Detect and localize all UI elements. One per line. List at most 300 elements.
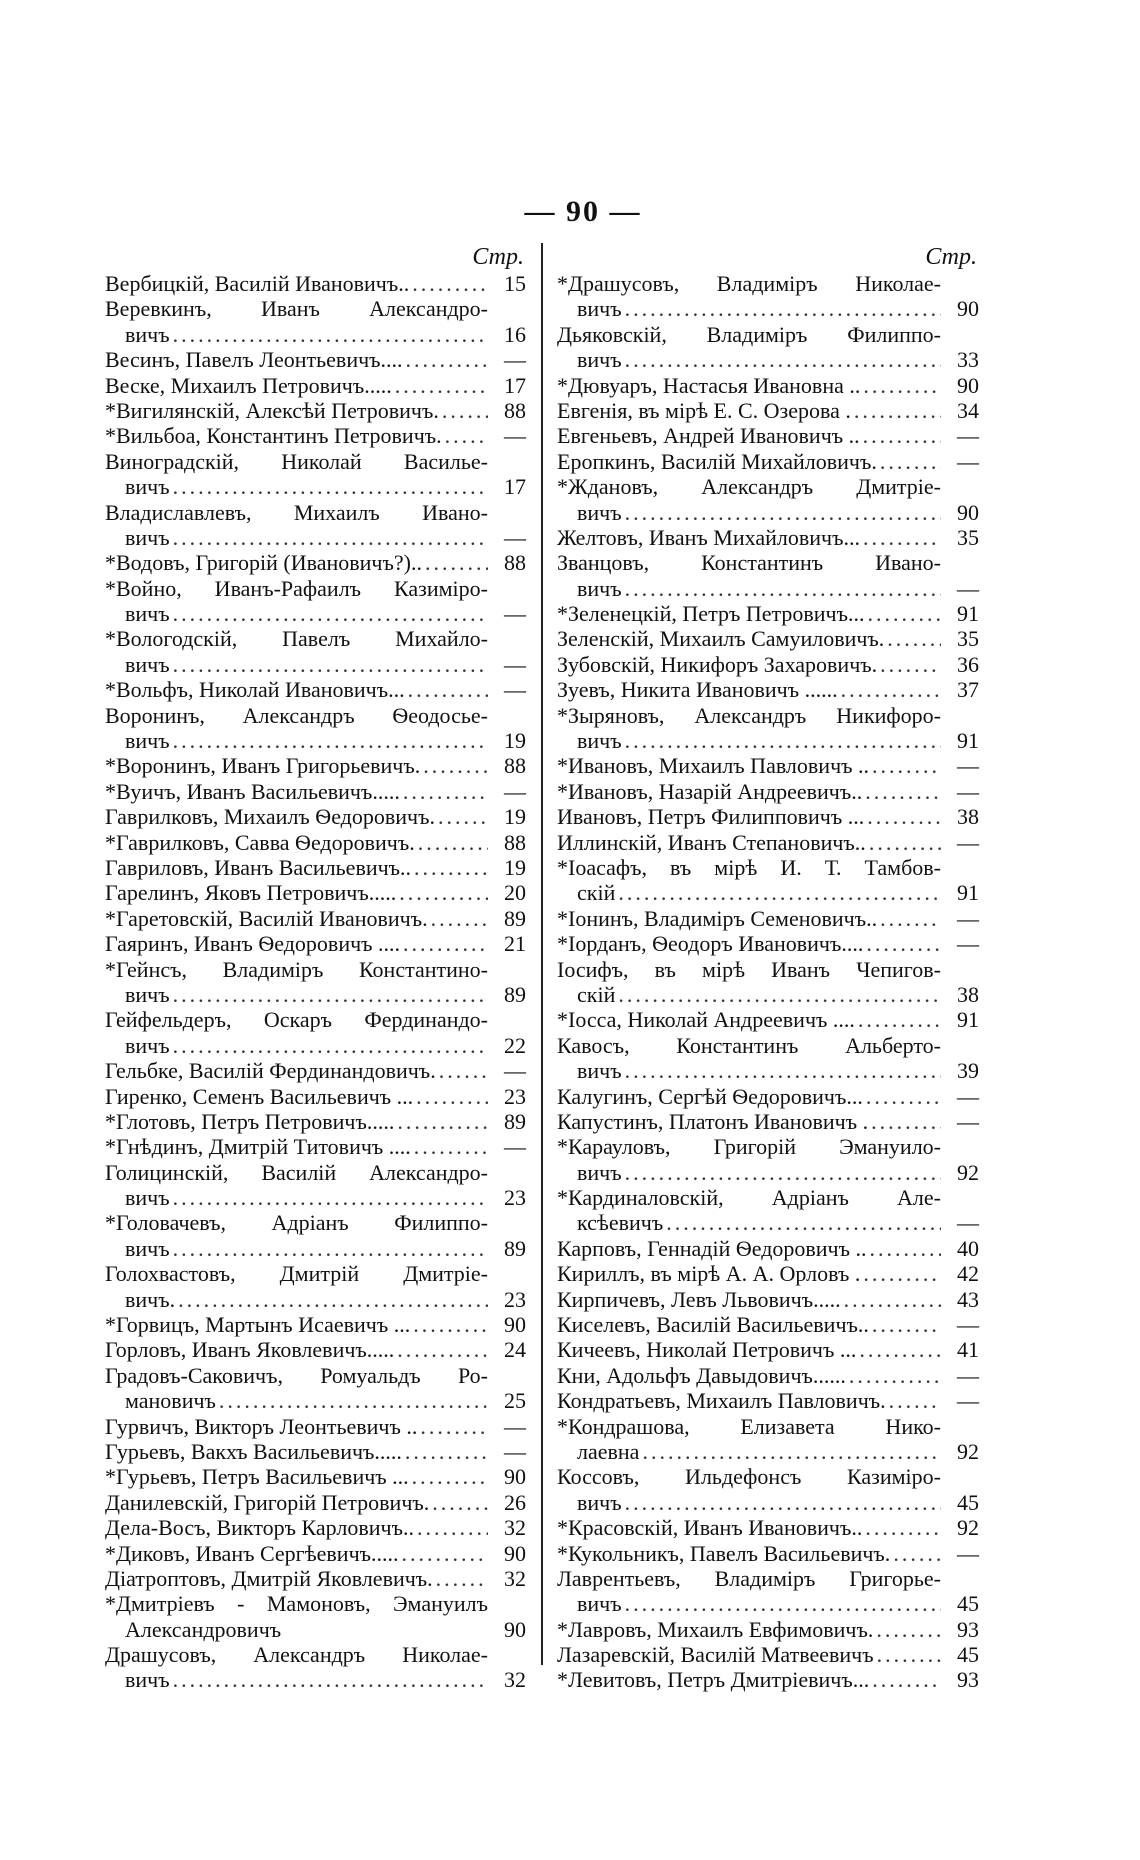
- entry-text: вичъ: [125, 321, 170, 347]
- index-entry-line: [557, 1566, 979, 1591]
- entry-page-number: 45: [957, 1642, 979, 1668]
- dot-leader: [862, 1515, 941, 1540]
- entry-text: скій: [577, 981, 616, 1007]
- index-entry-line: [105, 271, 526, 296]
- entry-page-number: —: [957, 778, 979, 804]
- index-entry-line: [557, 1261, 979, 1286]
- entry-text: Киселевъ, Василій Васильевичъ..: [557, 1312, 869, 1338]
- dot-leader: [860, 1261, 941, 1286]
- index-entry-line: [557, 1490, 979, 1515]
- index-entry-line: [105, 474, 526, 499]
- index-entry-line: [557, 753, 979, 778]
- dot-leader: [170, 1033, 488, 1058]
- entry-text: Лазаревскій, Василій Матвеевичъ: [557, 1642, 874, 1668]
- entry-page-number: 92: [957, 1438, 979, 1464]
- entry-text: *Ждановъ, Александръ Дмитріе-: [557, 474, 941, 500]
- dot-leader: [615, 880, 941, 905]
- entry-page-number: 93: [957, 1616, 979, 1642]
- dot-leader: [399, 1541, 488, 1566]
- entry-page-number: 26: [504, 1489, 526, 1515]
- entry-text: *Гурьевъ, Петръ Васильевичъ ...: [105, 1464, 409, 1490]
- index-entry-line: [557, 398, 979, 423]
- entry-page-number: 17: [504, 372, 526, 398]
- entry-text: *Іоасафъ, въ мірѣ И. Т. Тамбов-: [557, 854, 941, 880]
- entry-text: вичъ: [125, 981, 170, 1007]
- dot-leader: [851, 398, 941, 423]
- entry-text: Владиславлевъ, Михаилъ Ивано-: [105, 499, 488, 525]
- index-entry-line: [105, 880, 526, 905]
- dot-leader: [838, 677, 941, 702]
- dot-leader: [874, 1642, 941, 1667]
- index-entry-line: [105, 931, 526, 956]
- entry-page-number: —: [504, 778, 526, 804]
- index-entry-line: [105, 957, 526, 982]
- index-entry-line: [557, 373, 979, 398]
- dot-leader: [411, 1134, 488, 1159]
- entry-text: вичъ: [125, 474, 170, 500]
- entry-page-number: 23: [504, 1286, 526, 1312]
- dot-leader: [170, 525, 488, 550]
- entry-page-number: 89: [504, 981, 526, 1007]
- entry-text: *Левитовъ, Петръ Дмитріевичъ...: [557, 1667, 870, 1693]
- index-entry-line: [557, 855, 979, 880]
- entry-text: Діатроптовъ, Дмитрій Яковлевичъ.: [105, 1565, 433, 1591]
- index-entry-line: [557, 1617, 979, 1642]
- dot-leader: [429, 1490, 488, 1515]
- entry-page-number: —: [504, 1438, 526, 1464]
- dot-leader: [170, 982, 488, 1007]
- entry-page-number: —: [504, 651, 526, 677]
- entry-page-number: —: [957, 1210, 979, 1236]
- entry-text: вичъ: [577, 499, 622, 525]
- index-entry-line: [557, 1541, 979, 1566]
- dot-leader: [170, 1667, 488, 1692]
- index-entry-line: [557, 322, 979, 347]
- dot-leader: [841, 1287, 941, 1312]
- entry-page-number: 19: [504, 804, 526, 830]
- dot-leader: [400, 779, 488, 804]
- entry-text: *Іорданъ, Ѳеодоръ Ивановичъ....: [557, 931, 864, 957]
- index-entry-line: [557, 1515, 979, 1540]
- entry-page-number: 23: [504, 1083, 526, 1109]
- dot-leader: [414, 1515, 488, 1540]
- entry-page-number: —: [957, 1083, 979, 1109]
- index-entry-line: [105, 703, 526, 728]
- index-entry-line: [557, 652, 979, 677]
- entry-text: *Гнѣдинъ, Дмитрій Титовичъ ....: [105, 1134, 411, 1160]
- index-entry-line: [105, 982, 526, 1007]
- column-divider: [541, 243, 543, 1665]
- entry-text: Еропкинъ, Василій Михайловичъ.: [557, 448, 877, 474]
- entry-text: *Вуичъ, Иванъ Васильевичъ.....: [105, 778, 400, 804]
- entry-page-number: 23: [504, 1185, 526, 1211]
- dot-leader: [622, 1058, 941, 1083]
- dot-leader: [855, 1007, 941, 1032]
- entry-text: Гаяринъ, Иванъ Ѳедоровичъ ....: [105, 931, 401, 957]
- entry-page-number: 91: [957, 728, 979, 754]
- index-entry-line: [557, 703, 979, 728]
- index-entry-line: [557, 525, 979, 550]
- entry-text: Гурьевъ, Вакхъ Васильевичъ.....: [105, 1438, 402, 1464]
- entry-text: лаевна: [577, 1438, 640, 1464]
- index-entry-line: [105, 855, 526, 880]
- dot-leader: [170, 652, 488, 677]
- dot-leader: [415, 830, 488, 855]
- dot-leader: [860, 373, 941, 398]
- dot-leader: [622, 728, 941, 753]
- entry-text: Дьяковскій, Владиміръ Филиппо-: [557, 321, 941, 347]
- entry-text: Гавриловъ, Иванъ Васильевичъ..: [105, 854, 412, 880]
- dot-leader: [869, 753, 941, 778]
- entry-text: Коссовъ, Ильдефонсъ Казиміро-: [557, 1464, 941, 1490]
- entry-page-number: 93: [957, 1667, 979, 1693]
- entry-text: Гейфельдеръ, Оскаръ Фердинандо-: [105, 1007, 488, 1033]
- entry-text: Иллинскій, Иванъ Степановичъ..: [557, 829, 866, 855]
- entry-text: *Вигилянскій, Алексѣй Петровичъ.: [105, 397, 439, 423]
- entry-text: скій: [577, 880, 616, 906]
- dot-leader: [411, 855, 488, 880]
- entry-page-number: —: [504, 524, 526, 550]
- entry-page-number: 90: [957, 296, 979, 322]
- dot-leader: [877, 906, 941, 931]
- entry-text: *Вологодскій, Павелъ Михайло-: [105, 626, 488, 652]
- page-number: — 90 —: [524, 195, 642, 228]
- entry-page-number: —: [957, 829, 979, 855]
- dot-leader: [394, 1109, 488, 1134]
- entry-text: Кичеевъ, Николай Петровичъ ...: [557, 1337, 857, 1363]
- dot-leader: [860, 423, 941, 448]
- entry-text: *Зыряновъ, Александръ Никифоро-: [557, 702, 941, 728]
- entry-text: Виноградскій, Николай Василье-: [105, 448, 488, 474]
- entry-text: Зубовскій, Никифоръ Захаровичъ.: [557, 651, 878, 677]
- index-entry-line: [105, 1185, 526, 1210]
- dot-leader: [392, 373, 488, 398]
- entry-text: вичъ: [125, 1032, 170, 1058]
- dot-leader: [410, 1312, 488, 1337]
- index-entry-line: [557, 1439, 979, 1464]
- index-entry-line: [105, 576, 526, 601]
- entry-text: мановичъ: [125, 1388, 216, 1414]
- index-entry-line: [557, 1134, 979, 1159]
- entry-page-number: —: [957, 931, 979, 957]
- index-entry-line: [557, 1312, 979, 1337]
- index-entry-line: [557, 1160, 979, 1185]
- entry-page-number: 15: [504, 271, 526, 296]
- entry-text: Желтовъ, Иванъ Михайловичъ...: [557, 524, 860, 550]
- entry-text: Весинъ, Павелъ Леонтьевичъ....: [105, 347, 403, 373]
- index-entry-line: [557, 931, 979, 956]
- dot-leader: [877, 652, 941, 677]
- index-entry-line: [557, 677, 979, 702]
- dot-leader: [400, 931, 488, 956]
- index-entry-line: [557, 1337, 979, 1362]
- entry-page-number: 88: [504, 397, 526, 423]
- entry-text: *Кардиналовскій, Адріанъ Але-: [557, 1185, 941, 1211]
- entry-text: Званцовъ, Константинъ Ивано-: [557, 550, 941, 576]
- entry-page-number: —: [504, 423, 526, 449]
- dot-leader: [439, 398, 488, 423]
- entry-text: *Головачевъ, Адріанъ Филиппо-: [105, 1210, 488, 1236]
- index-entry-line: [105, 500, 526, 525]
- entry-text: вичъ: [577, 728, 622, 754]
- index-entry-line: [105, 1337, 526, 1362]
- entry-page-number: 41: [957, 1337, 979, 1363]
- index-entry-line: [557, 1236, 979, 1261]
- index-column-right: [557, 243, 979, 1693]
- entry-text: *Горвицъ, Мартынъ Исаевичъ ...: [105, 1312, 411, 1338]
- index-entry-line: [557, 1058, 979, 1083]
- index-entry-line: [105, 1414, 526, 1439]
- entry-text: вичъ: [125, 728, 170, 754]
- entry-text: Вербицкій, Василій Ивановичъ..: [105, 271, 410, 296]
- entry-text: Калугинъ, Сергѣй Ѳедоровичъ...: [557, 1083, 863, 1109]
- index-entry-line: [105, 1515, 526, 1540]
- entry-page-number: 33: [957, 347, 979, 373]
- entry-text: Карповъ, Геннадій Ѳедоровичъ ..: [557, 1235, 867, 1261]
- entry-text: Кондратьевъ, Михаилъ Павловичъ.: [557, 1388, 886, 1414]
- index-entry-line: [105, 373, 526, 398]
- entry-text: *Ивановъ, Назарій Андреевичъ..: [557, 778, 863, 804]
- dot-leader: [216, 1388, 488, 1413]
- entry-page-number: 16: [504, 321, 526, 347]
- dot-leader: [869, 1312, 941, 1337]
- entry-text: вичъ: [577, 1058, 622, 1084]
- entry-page-number: 89: [504, 1235, 526, 1261]
- dot-leader: [175, 1287, 488, 1312]
- entry-text: вичъ: [125, 601, 170, 627]
- entry-text: Гиренко, Семенъ Васильевичъ ...: [105, 1083, 414, 1109]
- dot-leader: [170, 474, 488, 499]
- index-entry-line: [557, 296, 979, 321]
- dot-leader: [622, 576, 941, 601]
- index-entry-line: [557, 474, 979, 499]
- index-entry-line: [105, 296, 526, 321]
- dot-leader: [884, 626, 941, 651]
- entry-text: Горловъ, Иванъ Яковлевичъ.....: [105, 1337, 395, 1363]
- dot-leader: [856, 1337, 941, 1362]
- entry-text: ксѣевичъ: [577, 1210, 664, 1236]
- index-entry-line: [557, 1287, 979, 1312]
- index-entry-line: [105, 728, 526, 753]
- entry-page-number: —: [957, 423, 979, 449]
- entry-text: *Гаврилковъ, Савва Ѳедоровичъ.: [105, 829, 415, 855]
- dot-leader: [864, 804, 941, 829]
- entry-text: *Глотовъ, Петръ Петровичъ.....: [105, 1108, 395, 1134]
- entry-page-number: 88: [504, 550, 526, 576]
- dot-leader: [615, 982, 941, 1007]
- index-entry-line: [557, 449, 979, 474]
- index-entry-line: [105, 830, 526, 855]
- entry-text: Іосифъ, въ мірѣ Иванъ Чепигов-: [557, 956, 941, 982]
- index-entry-line: [557, 1414, 979, 1439]
- dot-leader: [864, 601, 941, 626]
- dot-leader: [436, 1058, 488, 1083]
- entry-text: Кни, Адольфъ Давыдовичъ......: [557, 1362, 846, 1388]
- entry-text: Воронинъ, Александръ Ѳеодосье-: [105, 702, 488, 728]
- entry-text: вичъ: [125, 524, 170, 550]
- entry-page-number: 35: [957, 626, 979, 652]
- entry-page-number: 88: [504, 753, 526, 779]
- entry-page-number: —: [957, 1388, 979, 1414]
- index-entry-line: [105, 423, 526, 448]
- index-entry-line: [557, 1667, 979, 1692]
- entry-text: Гельбке, Василій Фердинандовичъ.: [105, 1058, 436, 1084]
- entry-page-number: —: [957, 1312, 979, 1338]
- entry-text: Кавосъ, Константинъ Альберто-: [557, 1032, 941, 1058]
- entry-page-number: 91: [957, 880, 979, 906]
- entry-text: *Кондрашова, Елизавета Нико-: [557, 1413, 941, 1439]
- entry-text: вичъ: [577, 296, 622, 322]
- index-entry-line: [105, 1236, 526, 1261]
- index-entry-line: [105, 525, 526, 550]
- index-entry-line: [105, 1033, 526, 1058]
- entry-page-number: 90: [504, 1540, 526, 1566]
- entry-page-number: —: [957, 575, 979, 601]
- entry-text: вичъ: [577, 1159, 622, 1185]
- index-entry-line: [557, 982, 979, 1007]
- index-entry-line: [557, 1464, 979, 1489]
- index-entry-line: [557, 830, 979, 855]
- entry-text: Гурвичъ, Викторъ Леонтьевичъ ..: [105, 1413, 418, 1439]
- dot-leader: [435, 804, 488, 829]
- dot-leader: [867, 1236, 942, 1261]
- index-entry-line: [105, 1667, 526, 1692]
- dot-leader: [394, 1337, 488, 1362]
- dot-leader: [863, 1084, 941, 1109]
- index-entry-line: [105, 804, 526, 829]
- dot-leader: [862, 779, 941, 804]
- dot-leader: [442, 423, 488, 448]
- entry-page-number: 22: [504, 1032, 526, 1058]
- index-entry-line: [557, 347, 979, 372]
- dot-leader: [622, 1160, 941, 1185]
- entry-page-number: 45: [957, 1591, 979, 1617]
- entry-page-number: 91: [957, 601, 979, 627]
- entry-text: Гаврилковъ, Михаилъ Ѳедоровичъ.: [105, 804, 435, 830]
- dot-leader: [622, 1591, 941, 1616]
- dot-leader: [396, 880, 488, 905]
- entry-text: вичъ: [125, 1235, 170, 1261]
- entry-text: Гарелинъ, Яковъ Петровичъ.....: [105, 880, 397, 906]
- index-entry-line: [557, 626, 979, 651]
- dot-leader: [402, 1439, 488, 1464]
- entry-text: Александровичъ: [125, 1616, 282, 1642]
- dot-leader: [622, 347, 941, 372]
- entry-text: *Водовъ, Григорій (Ивановичъ?)..: [105, 550, 422, 576]
- entry-text: вичъ: [125, 1185, 170, 1211]
- column-header-right: Стр.: [925, 244, 977, 270]
- entry-page-number: 36: [957, 651, 979, 677]
- index-entry-line: [557, 906, 979, 931]
- dot-leader: [846, 1363, 941, 1388]
- entry-text: вичъ: [125, 1667, 170, 1693]
- entry-text: *Іосса, Николай Андреевичъ ....: [557, 1007, 855, 1033]
- entry-text: вичъ: [577, 575, 622, 601]
- entry-text: Градовъ-Саковичъ, Ромуальдъ Ро-: [105, 1362, 488, 1388]
- index-entry-line: [557, 728, 979, 753]
- index-entry-line: [557, 1210, 979, 1235]
- index-entry-line: [105, 1566, 526, 1591]
- entry-text: *Красовскій, Иванъ Ивановичъ..: [557, 1515, 863, 1541]
- dot-leader: [622, 500, 941, 525]
- entry-page-number: 32: [504, 1667, 526, 1693]
- entry-page-number: 39: [957, 1058, 979, 1084]
- entry-page-number: 35: [957, 524, 979, 550]
- entry-page-number: —: [504, 1058, 526, 1084]
- entry-page-number: 17: [504, 474, 526, 500]
- dot-leader: [873, 1617, 941, 1642]
- entry-text: *Зеленецкій, Петръ Петровичъ...: [557, 601, 865, 627]
- entry-page-number: 32: [504, 1515, 526, 1541]
- entry-page-number: 91: [957, 1007, 979, 1033]
- entry-text: Кириллъ, въ мірѣ А. А. Орловъ .: [557, 1261, 861, 1287]
- entry-text: Голохвастовъ, Дмитрій Дмитріе-: [105, 1261, 488, 1287]
- index-entry-line: [105, 601, 526, 626]
- dot-leader: [409, 1464, 488, 1489]
- entry-text: *Драшусовъ, Владиміръ Николае-: [557, 271, 941, 296]
- index-column-left: [105, 243, 526, 1693]
- entry-text: *Лавровъ, Михаилъ Евфимовичъ.: [557, 1616, 874, 1642]
- dot-leader: [417, 1414, 488, 1439]
- entry-page-number: 92: [957, 1159, 979, 1185]
- entry-text: *Гейнсъ, Владиміръ Константино-: [105, 956, 488, 982]
- entry-text: *Воронинъ, Иванъ Григорьевичъ.: [105, 753, 421, 779]
- column-header-left: Стр.: [472, 244, 524, 270]
- entry-page-number: —: [957, 448, 979, 474]
- entry-text: вичъ.: [125, 1286, 176, 1312]
- entry-text: *Дювуаръ, Настасья Ивановна ..: [557, 372, 861, 398]
- index-entry-line: [557, 804, 979, 829]
- index-entry-line: [557, 576, 979, 601]
- index-entry-line: [557, 1084, 979, 1109]
- index-entry-line: [105, 398, 526, 423]
- entry-text: вичъ: [577, 1489, 622, 1515]
- index-entry-line: [105, 449, 526, 474]
- entry-page-number: 90: [957, 499, 979, 525]
- dot-leader: [868, 1109, 941, 1134]
- entry-page-number: —: [957, 1540, 979, 1566]
- index-entry-line: [105, 347, 526, 372]
- dot-leader: [422, 550, 488, 575]
- index-entry-line: [557, 1363, 979, 1388]
- dot-leader: [420, 753, 488, 778]
- index-entry-line: [105, 1287, 526, 1312]
- index-entry-line: [557, 779, 979, 804]
- entry-page-number: 92: [957, 1515, 979, 1541]
- entry-page-number: 90: [957, 372, 979, 398]
- index-entry-line: [105, 1541, 526, 1566]
- index-entry-line: [105, 626, 526, 651]
- dot-leader: [866, 830, 941, 855]
- index-entry-line: [105, 1642, 526, 1667]
- dot-leader: [663, 1210, 941, 1235]
- index-entry-line: [557, 1388, 979, 1413]
- entry-text: *Ивановъ, Михаилъ Павловичъ ..: [557, 753, 870, 779]
- index-entry-line: [105, 1084, 526, 1109]
- entry-text: *Вольфъ, Николай Ивановичъ...: [105, 677, 405, 703]
- index-entry-line: [105, 906, 526, 931]
- index-entry-line: [105, 1134, 526, 1159]
- entry-text: вичъ: [577, 1591, 622, 1617]
- index-entry-line: [105, 1617, 526, 1642]
- entry-text: Дела-Восъ, Викторъ Карловичъ..: [105, 1515, 414, 1541]
- entry-text: *Вильбоа, Константинъ Петровичъ.: [105, 423, 442, 449]
- dot-leader: [170, 1236, 488, 1261]
- entry-page-number: 89: [504, 905, 526, 931]
- index-entry-line: [105, 1464, 526, 1489]
- index-entry-line: [105, 677, 526, 702]
- dot-leader: [622, 1490, 941, 1515]
